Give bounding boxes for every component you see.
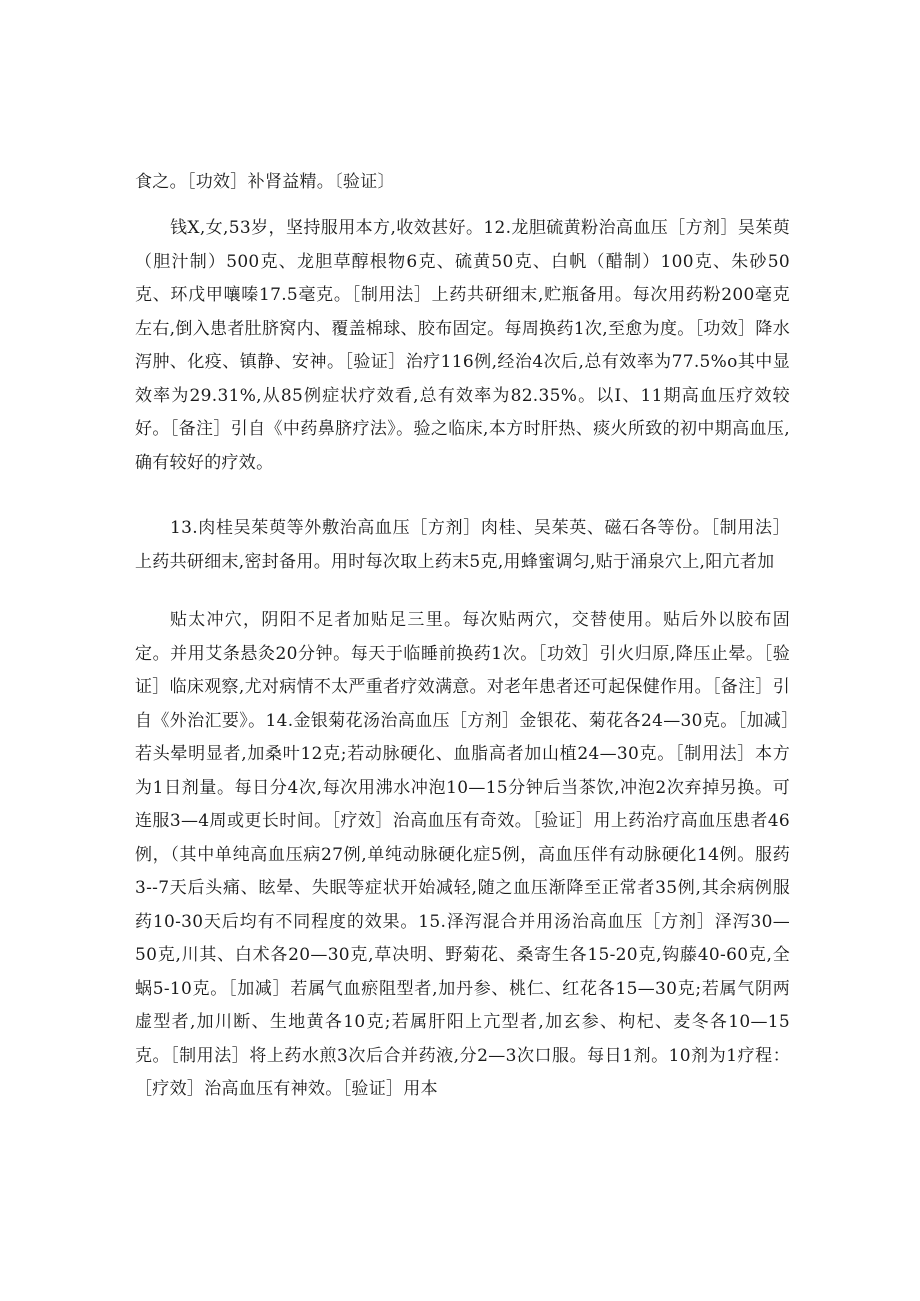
paragraph-3: 13.肉桂吴茱萸等外敷治高血压［方剂］肉桂、吴茱英、磁石各等份。［制用法］上药共研细末,密封备用。用时每次取上药末5克,用蜂蜜调匀,贴于涌泉穴上,阳亢者加 <box>135 518 790 572</box>
paragraph-2: 钱X,女,53岁，坚持服用本方,收效甚好。12.龙胆硫黄粉治高血压［方剂］吴茱萸（胆汁制）500克、龙胆草醇根物6克、硫黄50克、白帆（醋制）100克、朱砂50克、环戊甲嚷嗪17.5毫克。［制用法］上药共研细末,贮瓶备用。每次用药粉200毫克左右,倒入患者肚脐窝内、覆盖棉球、胶布固定。每周换药1次,至愈为度。［功效］降水泻肿、化疫、镇静、安神。［验证］治疗116例,经治4次后,总有效率为77.5%o其中显效率为29.31%,从85例症状疗效看,总有效率为82.35%。以I、11期高血压疗效较好。［备注］引自《中药鼻脐疗法》。验之临床,本方时肝热、痰火所致的初中期高血压,确有较好的疗效。 <box>135 218 790 473</box>
paragraph-4: 贴太冲穴，阴阳不足者加贴足三里。每次贴两穴，交替使用。贴后外以胶布固定。并用艾条悬灸20分钟。每天于临睡前换药1次。［功效］引火归原,降压止晕。［验证］临床观察,尤对病情不太严重者疗效满意。对老年患者还可起保健作用。［备注］引自《外治汇要》。14.金银菊花汤治高血压［方剂］金银花、菊花各24—30克。［加减］若头晕明显者,加桑叶12克;若动脉硬化、血脂高者加山植24—30克。［制用法］本方为1日剂量。每日分4次,每次用沸水冲泡10—15分钟后当茶饮,冲泡2次弃掉另换。可连服3—4周或更长时间。［疗效］治高血压有奇效。［验证］用上药治疗高血压患者46例，（其中单纯高血压病27例,单纯动脉硬化症5例，高血压伴有动脉硬化14例。服药3--7天后头痛、眩晕、失眠等症状开始减轻,随之血压渐降至正常者35例,其余病例服药10-30天后均有不同程度的效果。15.泽泻混合并用汤治高血压［方剂］泽泻30—50克,川其、白术各20—30克,草决明、野菊花、桑寄生各15-20克,钩藤40-60克,全蜗5-10克。［加减］若属气血瘀阻型者,加丹参、桃仁、红花各15—30克;若属气阴两虚型者,加川断、生地黄各10克;若属肝阳上亢型者,加玄参、枸杞、麦冬各10—15克。［制用法］将上药水煎3次后合并药液,分2—3次口服。每日1剂。10剂为1疗程：［疗效］治高血压有神效。［验证］用本 <box>135 610 790 1099</box>
paragraph-1: 食之。［功效］补肾益精。〔验证〕 <box>135 172 395 192</box>
